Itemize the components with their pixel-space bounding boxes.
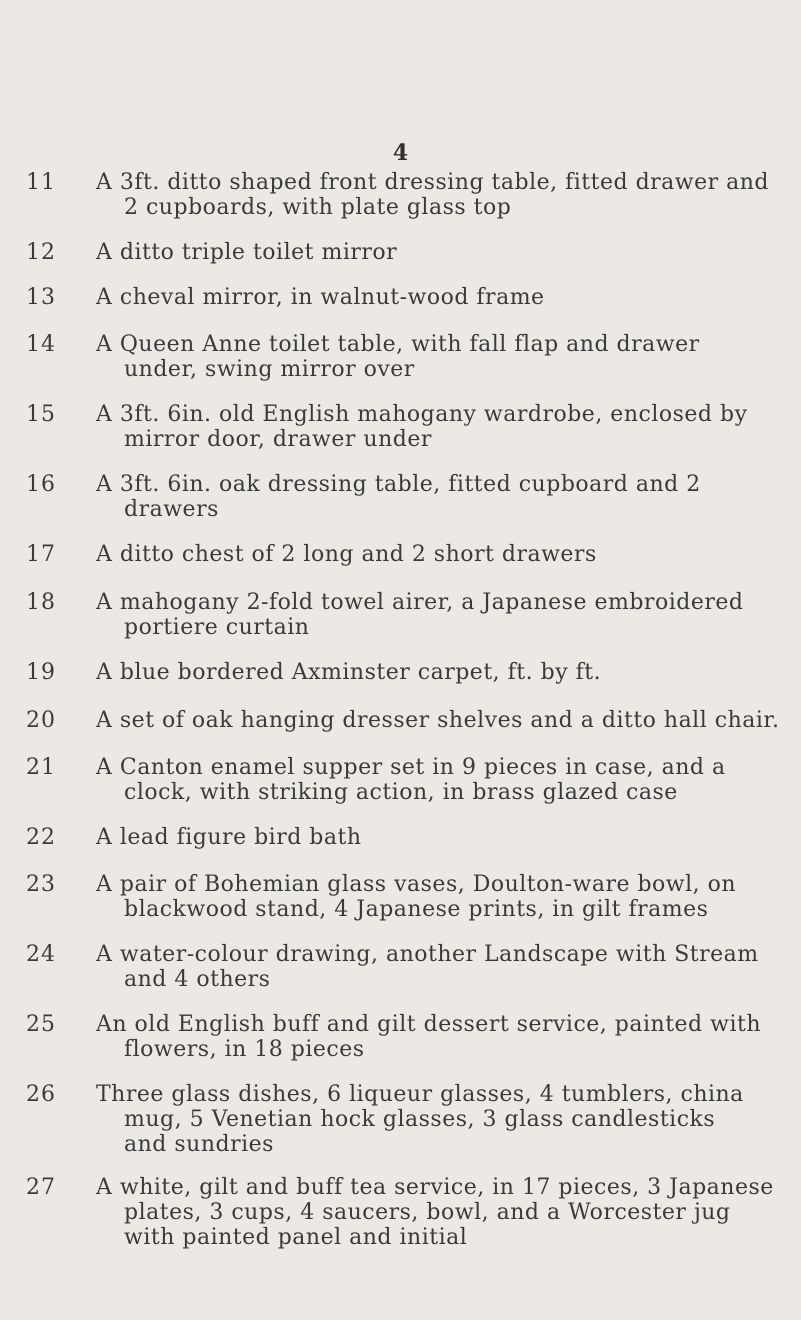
lot-line: A set of oak hanging dresser shelves and a ditto hall chair. [96, 708, 780, 733]
lot-description [96, 942, 786, 992]
lot-line: A 3ft. 6in. old English mahogany wardrobe, enclosed by [96, 402, 748, 427]
lot-description [96, 285, 786, 310]
lot-number: 20 [26, 708, 56, 733]
lot-description [96, 1082, 786, 1157]
lot-line: A 3ft. 6in. oak dressing table, fitted cupboard and 2 [96, 472, 701, 497]
lot-line: A white, gilt and buff tea service, in 17 pieces, 3 Japanese [96, 1175, 774, 1200]
lot-line: drawers [124, 497, 219, 522]
lot-description [96, 402, 786, 452]
lot-line: A ditto chest of 2 long and 2 short drawers [96, 542, 597, 567]
lot-line: under, swing mirror over [124, 357, 415, 382]
lot-number: 26 [26, 1082, 56, 1107]
lot-description [96, 472, 786, 522]
lot-number: 13 [26, 285, 56, 310]
lot-line: A ditto triple toilet mirror [96, 240, 398, 265]
lot-line: and sundries [124, 1132, 274, 1157]
lot-line: A cheval mirror, in walnut-wood frame [96, 285, 545, 310]
lot-number: 24 [26, 942, 56, 967]
lot-number: 25 [26, 1012, 56, 1037]
lot-number: 12 [26, 240, 56, 265]
lot-number: 15 [26, 402, 56, 427]
lot-description [96, 1175, 786, 1250]
lot-description [96, 708, 786, 733]
lot-description [96, 825, 786, 850]
lot-number: 16 [26, 472, 56, 497]
lot-line: A lead figure bird bath [96, 825, 362, 850]
lot-description [96, 1012, 786, 1062]
lot-number: 22 [26, 825, 56, 850]
lot-line: portiere curtain [124, 615, 310, 640]
lot-line: 2 cupboards, with plate glass top [124, 195, 512, 220]
lot-number: 18 [26, 590, 56, 615]
lot-line: with painted panel and initial [124, 1225, 468, 1250]
lot-line: flowers, in 18 pieces [124, 1037, 365, 1062]
lot-description [96, 332, 786, 382]
lot-number: 21 [26, 755, 56, 780]
lot-number: 17 [26, 542, 56, 567]
lot-line: A 3ft. ditto shaped front dressing table, fitted drawer and [96, 170, 770, 195]
lot-line: A water-colour drawing, another Landscape with Stream [96, 942, 759, 967]
lot-description [96, 240, 786, 265]
lot-number: 11 [26, 170, 56, 195]
page-number: 4 [392, 140, 409, 166]
lot-number: 23 [26, 872, 56, 897]
lot-line: clock, with striking action, in brass glazed case [124, 780, 678, 805]
lot-description [96, 755, 786, 805]
lot-line: blackwood stand, 4 Japanese prints, in gilt frames [124, 897, 709, 922]
lot-line: A pair of Bohemian glass vases, Doulton-ware bowl, on [96, 872, 737, 897]
lot-line: A Queen Anne toilet table, with fall flap and drawer [96, 332, 700, 357]
lot-line: plates, 3 cups, 4 saucers, bowl, and a Worcester jug [124, 1200, 731, 1225]
lot-number: 19 [26, 660, 56, 685]
lot-description [96, 872, 786, 922]
lot-line: mirror door, drawer under [124, 427, 432, 452]
lot-description [96, 170, 786, 220]
lot-line: An old English buff and gilt dessert service, painted with [96, 1012, 762, 1037]
lot-line: A Canton enamel supper set in 9 pieces in case, and a [96, 755, 726, 780]
lot-description [96, 590, 786, 640]
lot-number: 27 [26, 1175, 56, 1200]
lot-line: A mahogany 2-fold towel airer, a Japanese embroidered [96, 590, 744, 615]
lot-number: 14 [26, 332, 56, 357]
lot-description [96, 542, 786, 567]
lot-line: A blue bordered Axminster carpet, ft. by ft. [96, 660, 602, 685]
lot-line: Three glass dishes, 6 liqueur glasses, 4 tumblers, china [96, 1082, 744, 1107]
lot-line: mug, 5 Venetian hock glasses, 3 glass candlesticks [124, 1107, 716, 1132]
lot-description [96, 660, 786, 685]
lot-line: and 4 others [124, 967, 271, 992]
